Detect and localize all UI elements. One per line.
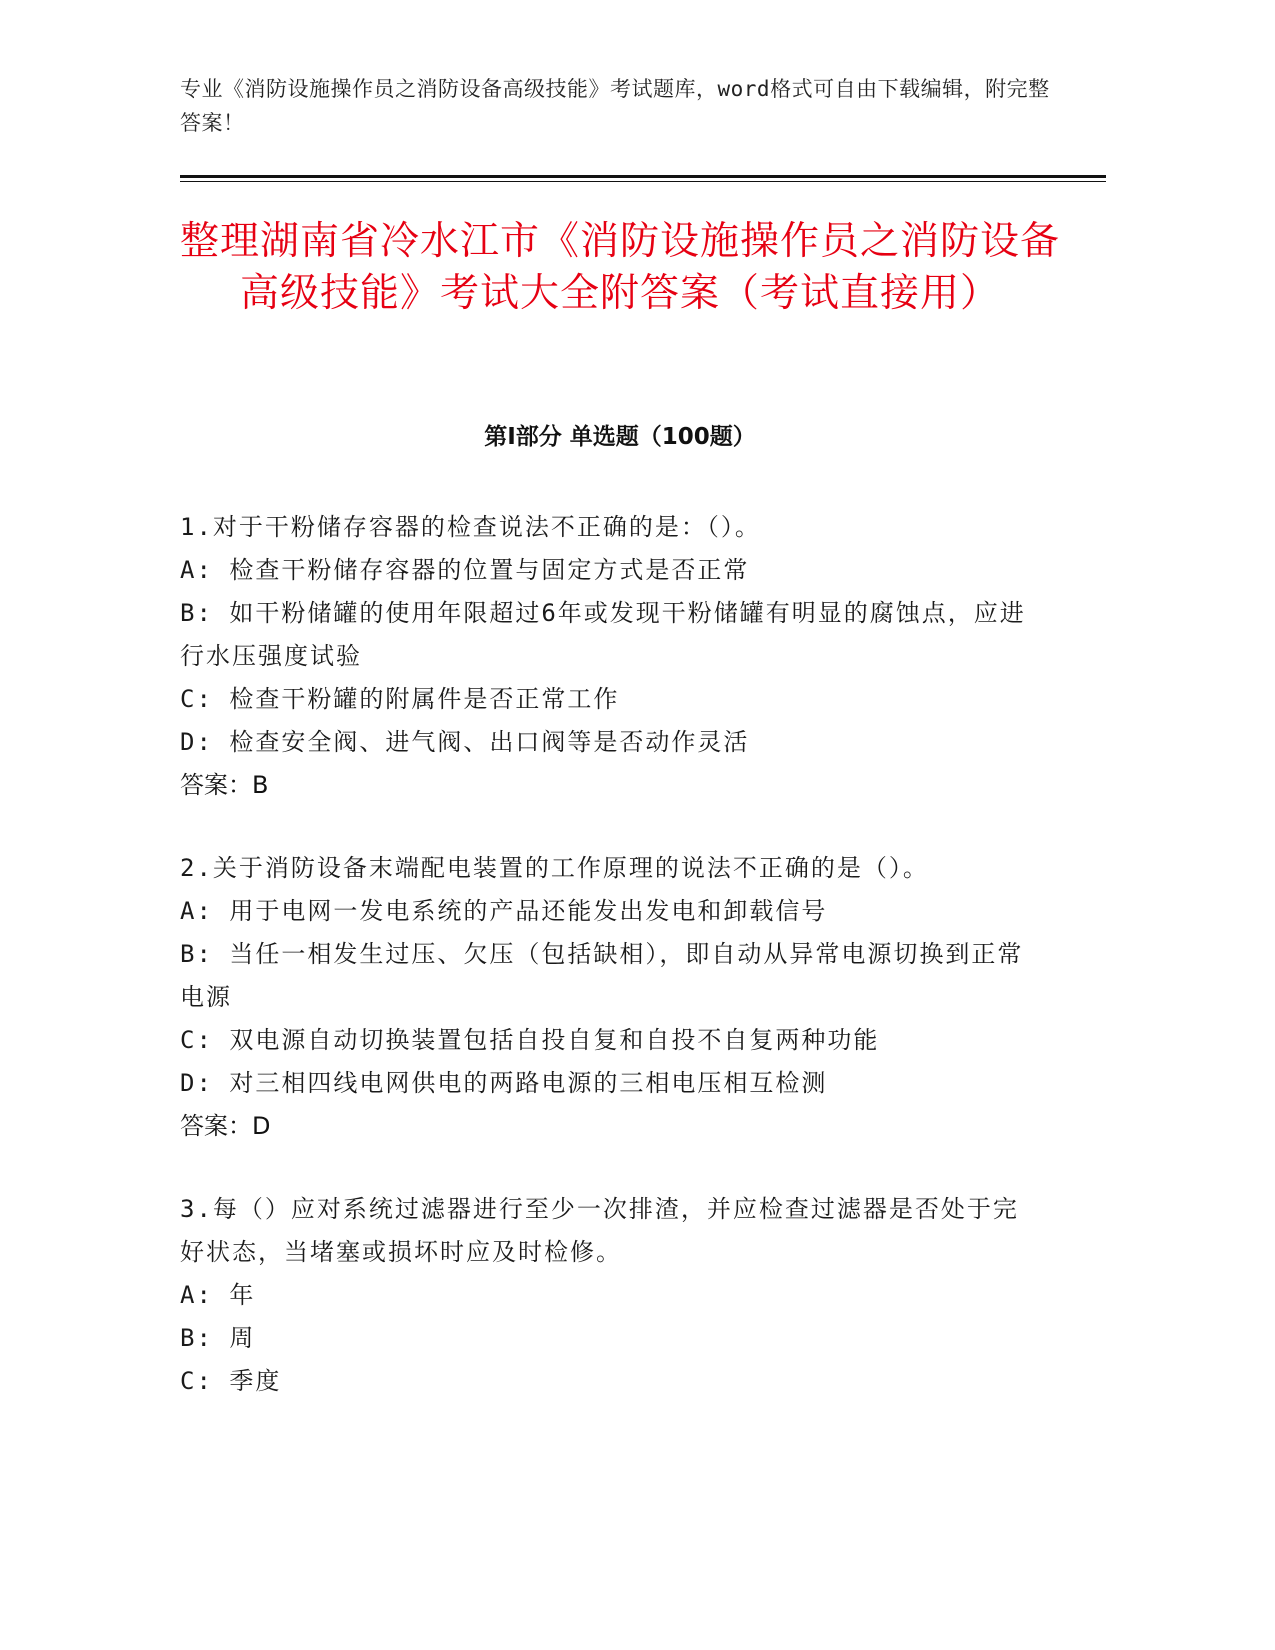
document-title: 整理湖南省冷水江市《消防设施操作员之消防设备高级技能》考试大全附答案（考试直接用）	[180, 219, 1061, 316]
answer: 答案：B	[180, 771, 269, 799]
option-a: A: 年	[180, 1281, 256, 1309]
option-a: A: 检查干粉储存容器的位置与固定方式是否正常	[180, 556, 750, 584]
answer: 答案：D	[180, 1112, 271, 1140]
option-d: D: 检查安全阀、进气阀、出口阀等是否动作灵活	[180, 728, 750, 756]
option-c: C: 季度	[180, 1367, 282, 1395]
option-b: B: 当任一相发生过压、欠压（包括缺相），即自动从异常电源切换到正常电源	[180, 940, 1024, 1011]
option-c: C: 双电源自动切换装置包括自投自复和自投不自复两种功能	[180, 1026, 880, 1054]
option-d: D: 对三相四线电网供电的两路电源的三相电压相互检测	[180, 1069, 828, 1097]
question-stem: 2.关于消防设备末端配电装置的工作原理的说法不正确的是（）。	[180, 854, 929, 882]
option-a: A: 用于电网一发电系统的产品还能发出发电和卸载信号	[180, 897, 828, 925]
header-note: 专业《消防设施操作员之消防设备高级技能》考试题库，word格式可自由下载编辑，附完整答案！	[180, 77, 1050, 135]
header-divider-thin	[180, 181, 1106, 182]
question-2	[180, 847, 1030, 1148]
section-title: 第Ⅰ部分 单选题（100题）	[484, 424, 756, 450]
question-stem: 1.对于干粉储存容器的检查说法不正确的是：（）。	[180, 513, 761, 541]
question-list	[180, 506, 1030, 1443]
question-1	[180, 506, 1030, 807]
question-stem: 3.每（）应对系统过滤器进行至少一次排渣，并应检查过滤器是否处于完好状态，当堵塞或损坏时应及时检修。	[180, 1195, 1019, 1266]
header-divider-thick	[180, 175, 1106, 178]
option-b: B: 如干粉储罐的使用年限超过6年或发现干粉储罐有明显的腐蚀点，应进行水压强度试验	[180, 599, 1026, 670]
question-3	[180, 1188, 1030, 1403]
option-b: B: 周	[180, 1324, 256, 1352]
option-c: C: 检查干粉罐的附属件是否正常工作	[180, 685, 620, 713]
